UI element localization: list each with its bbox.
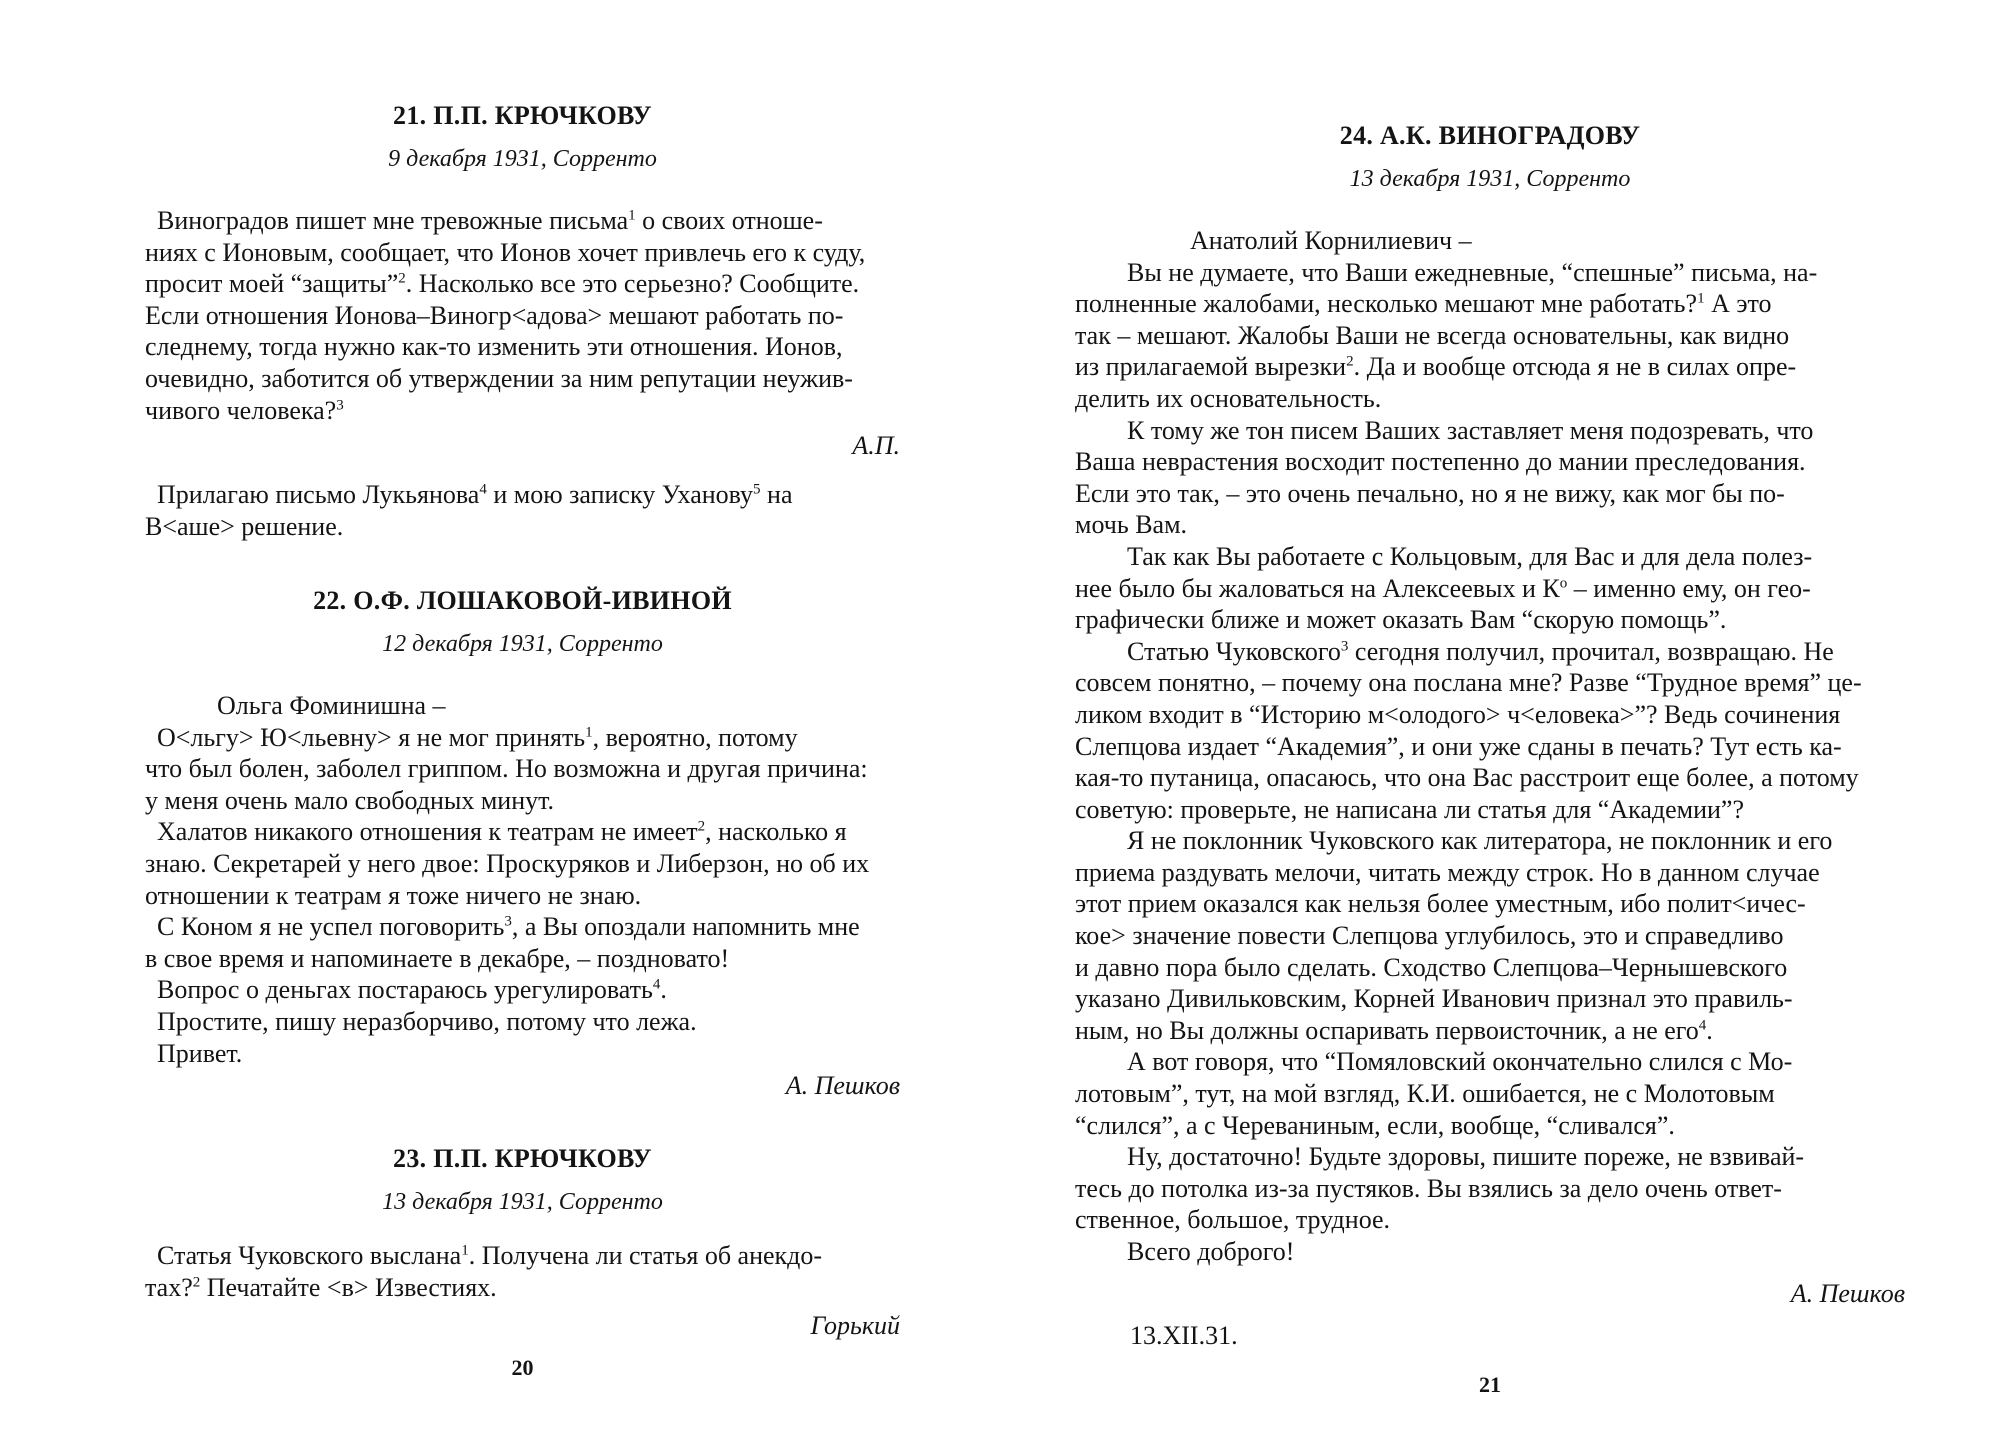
paragraph [145, 816, 900, 848]
text-line: Слепцова издает “Академия”, и они уже сданы в печать? Тут есть ка- [1075, 731, 1842, 761]
letter-date: 9 декабря 1931, Сорренто [388, 146, 657, 172]
text-line: Так как Вы работаете с Кольцовым, для Вас и для дела полез- [1127, 541, 1813, 571]
letter-date: 13 декабря 1931, Сорренто [382, 1189, 663, 1215]
letter-23 [145, 1143, 900, 1217]
signature: А. Пешков [1790, 1279, 1905, 1308]
text-run: Прилагаю письмо Лукьянова [157, 480, 480, 509]
text-line: лотовым”, тут, на мой взгляд, К.И. ошибается, не с Молотовым [1075, 1079, 1775, 1109]
text-run: Статья Чуковского выслана [157, 1241, 462, 1270]
text-line: следнему, тогда нужно как-то изменить эти отношения. Ионов, [145, 332, 843, 362]
letter-date: 13 декабря 1931, Сорренто [1349, 166, 1631, 192]
text-line: “слился”, а с Череваниным, если, вообще, “сливался”. [1075, 1110, 1675, 1140]
text-line: Если отношения Ионова–Виногр<адова> мешают работать по- [145, 300, 844, 330]
text-run: Халатов никакого отношения к театрам не имеет [157, 817, 698, 847]
left-page [145, 0, 900, 1438]
text-line: указано Дивильковским, Корней Иванович признал это правиль- [1075, 984, 1793, 1014]
text-line: в свое время и напоминаете в декабре, – поздновато! [145, 943, 730, 973]
text-run: , вероятно, потому [592, 722, 798, 752]
text-line: В<аше> решение. [145, 511, 344, 541]
footnote-marker: 4 [652, 976, 661, 993]
text-run: . Да и вообще отсюда я не в силах опре- [1353, 352, 1797, 382]
text-run: Вопрос о деньгах постараюсь урегулировать [157, 975, 653, 1005]
letter-22-body [145, 690, 900, 1069]
footnote-marker: 1 [461, 1242, 469, 1259]
text-line: графически ближе и может оказать Вам “скорую помощь”. [1075, 605, 1727, 635]
text-line: так – мешают. Жалобы Ваши не всегда основательны, как видно [1075, 320, 1790, 350]
signature: Горький [810, 1311, 900, 1340]
text-line: ственное, большое, трудное. [1075, 1205, 1391, 1235]
text-run: , а Вы опоздали напомнить мне [511, 912, 860, 942]
signature: А.П. [852, 431, 900, 460]
text-line: и давно пора было сделать. Сходство Слепцова–Чернышевского [1075, 952, 1788, 982]
text-line: Если это так, – это очень печально, но я не вижу, как мог бы по- [1075, 478, 1785, 508]
text-line: советую: проверьте, не написана ли статья для “Академии”? [1075, 794, 1745, 824]
text-line: делить их основательность. [1075, 383, 1382, 413]
postscript [145, 479, 900, 542]
footnote-marker: 2 [398, 270, 406, 287]
text-line: приема раздувать мелочи, читать между строк. Но в данном случае [1075, 857, 1820, 887]
paragraph [145, 205, 900, 237]
footnote-marker: 4 [1698, 1017, 1707, 1034]
footnote-marker: 1 [628, 207, 636, 224]
letter-title: 24. А.К. ВИНОГРАДОВУ [1339, 121, 1641, 150]
letter-date: 12 декабря 1931, Сорренто [382, 631, 663, 657]
text-line: кое> значение повести Слепцова углубилось, это и справедливо [1075, 921, 1784, 951]
text-line: Вы не думаете, что Ваши ежедневные, “спешные” письма, на- [1127, 257, 1818, 287]
page-number: 20 [511, 1355, 534, 1380]
paragraph [1075, 573, 1905, 605]
letter-21-body [145, 205, 900, 426]
letter-21 [145, 100, 900, 174]
paragraph [1075, 636, 1905, 668]
footnote-marker: 3 [336, 396, 344, 413]
paragraph [145, 722, 900, 754]
text-line: Привет. [157, 1038, 243, 1068]
text-run: – именно ему, он гео- [1567, 573, 1811, 603]
text-line: у меня очень мало свободных минут. [145, 785, 555, 815]
text-line: А вот говоря, что “Помяловский окончательно слился с Мо- [1127, 1047, 1793, 1077]
page-number: 21 [1479, 1372, 1501, 1397]
letter-24 [1075, 120, 1905, 194]
footnote-marker: 2 [1346, 353, 1354, 370]
salutation: Анатолий Корнилиевич – [1190, 226, 1472, 255]
text-run: О<льгу> Ю<льевну> я не мог принять [157, 722, 586, 752]
text-run: . [1706, 1015, 1713, 1045]
text-run: чивого человека? [145, 395, 337, 425]
letter-23-body [145, 1240, 900, 1303]
letter-24-body [1075, 225, 1905, 1268]
paragraph [1075, 288, 1905, 320]
text-run: и мою записку Уханову [486, 480, 754, 509]
footnote-marker: 1 [585, 723, 593, 740]
text-run: . Получена ли статья об анекдо- [468, 1241, 823, 1270]
paragraph [145, 911, 900, 943]
paragraph [1075, 1015, 1905, 1047]
paragraph [145, 479, 900, 511]
footnote-marker: 4 [479, 481, 487, 498]
letter-title: 21. П.П. КРЮЧКОВУ [393, 101, 652, 130]
footnote-marker: 2 [697, 818, 706, 835]
text-line: Простите, пишу неразборчиво, потому что лежа. [157, 1006, 697, 1036]
text-run: . [660, 975, 667, 1005]
text-line: мочь Вам. [1075, 510, 1188, 540]
text-line: совсем понятно, – почему она послана мне? Разве “Трудное время” це- [1075, 668, 1862, 698]
text-run: нее было бы жаловаться на Алексеевых и К [1075, 573, 1560, 603]
text-run: ным, но Вы должны оспаривать первоисточник, а не его [1075, 1015, 1699, 1045]
footnote-marker: 1 [1697, 290, 1705, 307]
superscript-mark: о [1559, 574, 1568, 591]
text-run: тах? [145, 1272, 193, 1302]
letter-date-line: 13.XII.31. [1130, 1321, 1238, 1350]
footnote-marker: 3 [1340, 638, 1349, 655]
text-run: Статью Чуковского [1127, 636, 1341, 666]
signature: А. Пешков [785, 1071, 900, 1100]
text-run: просит моей “защиты” [145, 269, 399, 299]
footnote-marker: 2 [192, 1273, 201, 1290]
text-line: Ваша неврастения восходит постепенно до мании преследования. [1075, 447, 1806, 477]
text-line: знаю. Секретарей у него двое: Проскуряков и Либерзон, но об их [145, 848, 870, 878]
text-run: Виноградов пишет мне тревожные письма [157, 206, 629, 235]
text-run: полненные жалобами, несколько мешают мне работать? [1075, 289, 1698, 319]
text-run: . Насколько все это серьезно? Сообщите. [405, 269, 860, 299]
text-run: Печатайте <в> Известиях. [200, 1272, 497, 1302]
paragraph [145, 974, 900, 1006]
text-run: из прилагаемой вырезки [1075, 352, 1347, 382]
footnote-marker: 5 [753, 481, 761, 498]
closing: Всего доброго! [1127, 1237, 1295, 1266]
text-line: кая-то путаница, опасаюсь, что она Вас расстроит еще более, а потому [1075, 763, 1859, 793]
paragraph [1075, 351, 1905, 383]
text-run: С Коном я не успел поговорить [157, 912, 505, 942]
right-page [1075, 0, 1905, 1438]
text-line: что был болен, заболел гриппом. Но возможна и другая причина: [145, 754, 868, 784]
paragraph [145, 395, 900, 427]
text-run: сегодня получил, прочитал, возвращаю. Не [1348, 636, 1834, 666]
salutation: Ольга Фоминишна – [217, 691, 446, 720]
text-line: Я не поклонник Чуковского как литератора, не поклонник и его [1127, 826, 1833, 856]
text-run: на [760, 480, 793, 509]
text-line: очевидно, заботится об утверждении за ним репутации неужив- [145, 363, 853, 393]
text-line: тесь до потолка из-за пустяков. Вы взялись за дело очень ответ- [1075, 1173, 1782, 1203]
paragraph [145, 1272, 900, 1304]
text-line: этот прием оказался как нельзя более уместным, ибо полит<ичес- [1075, 889, 1806, 919]
paragraph [145, 268, 900, 300]
letter-title: 22. О.Ф. ЛОШАКОВОЙ-ИВИНОЙ [313, 586, 732, 615]
text-line: ликом входит в “Историю м<олодого> ч<еловека>”? Ведь сочинения [1075, 699, 1841, 729]
letter-title: 23. П.П. КРЮЧКОВУ [393, 1144, 652, 1173]
text-line: Ну, достаточно! Будьте здоровы, пишите пореже, не взвивай- [1127, 1142, 1805, 1172]
text-run: А это [1704, 289, 1772, 319]
text-line: отношении к театрам я тоже ничего не знаю. [145, 880, 642, 910]
footnote-marker: 3 [504, 913, 512, 930]
text-line: ниях с Ионовым, сообщает, что Ионов хочет привлечь его к суду, [145, 237, 866, 267]
letter-22 [145, 585, 900, 659]
text-run: о своих отноше- [635, 206, 823, 235]
text-line: К тому же тон писем Ваших заставляет меня подозревать, что [1127, 415, 1814, 445]
text-run: , насколько я [705, 817, 847, 847]
paragraph [145, 1240, 900, 1272]
